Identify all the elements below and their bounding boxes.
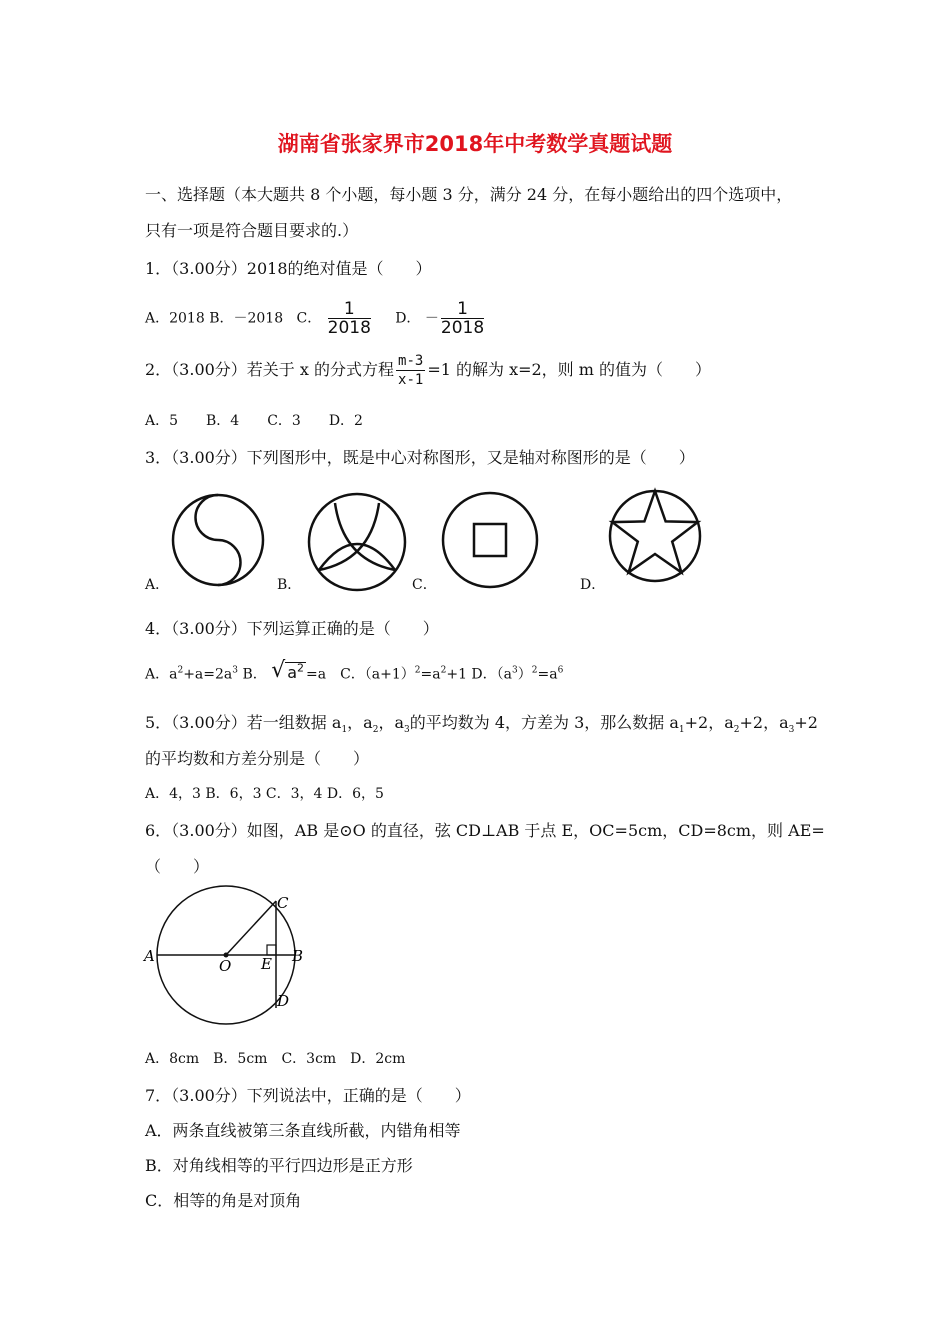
question-5-line2: 的平均数和方差分别是（ ） xyxy=(145,749,370,768)
question-3-stem: 3．（3.00分）下列图形中，既是中心对称图形，又是轴对称图形的是（ ） xyxy=(145,448,695,467)
text: 5．（3.00分）若一组数据 a xyxy=(145,713,342,732)
exponent: 2 xyxy=(414,665,421,676)
subscript: 2 xyxy=(372,725,379,736)
option-d-label: D． xyxy=(580,577,606,593)
text: B． xyxy=(238,666,267,683)
question-6-options: A．8cm B．5cm C．3cm D．2cm xyxy=(145,1051,406,1067)
exponent: 2 xyxy=(297,662,305,675)
question-2-stem xyxy=(145,352,711,389)
text: +2 xyxy=(794,713,818,732)
text: =a C．（a+1） xyxy=(306,666,415,683)
label-d: D xyxy=(277,992,290,1010)
option-a-label: A． xyxy=(145,577,170,593)
radical-sign: √ xyxy=(271,658,286,683)
subscript: 1 xyxy=(678,725,685,736)
question-7-option-b: B．对角线相等的平行四边形是正方形 xyxy=(145,1156,413,1175)
option-c-label: C． xyxy=(412,577,437,593)
label-a: A xyxy=(144,947,155,965)
subscript: 2 xyxy=(733,725,740,736)
stem-post: =1 的解为 x=2，则 m 的值为（ ） xyxy=(427,360,712,379)
right-angle-mark xyxy=(267,945,276,955)
option-b: B．－2018 xyxy=(209,310,284,327)
fraction-numerator: 1 xyxy=(441,300,484,319)
label-e: E xyxy=(261,955,272,973)
sqrt-expression xyxy=(271,658,306,683)
option-b-label: B． xyxy=(277,577,302,593)
label-c: C xyxy=(277,894,289,912)
text: +1 D．（a xyxy=(446,666,513,683)
section-intro-line2: 只有一项是符合题目要求的.） xyxy=(145,221,359,240)
text: +a=2a xyxy=(183,666,233,683)
question-1-stem: 1．（3.00分）2018的绝对值是（ ） xyxy=(145,259,432,278)
question-5-line1: 5．（3.00分）若一组数据 $a_1$，$a_2$，$a_3$的平均数为 4，方差为 3，那么数据 $a_1+2$，$a_2+2$，$a_3+2$ xyxy=(145,713,818,736)
text: ） xyxy=(517,666,532,683)
stem-pre: 2．（3.00分）若关于 x 的分式方程 xyxy=(145,360,395,379)
page-title: 湖南省张家界市2018年中考数学真题试题 xyxy=(277,132,673,156)
label-o: O xyxy=(219,957,232,975)
fraction-denominator: 2018 xyxy=(327,318,371,338)
fraction-denominator: x-1 xyxy=(398,372,424,388)
radius-oc xyxy=(226,901,276,955)
subscript: 3 xyxy=(788,725,795,736)
text: 的平均数为 4，方差为 3，那么数据 a xyxy=(409,713,679,732)
question-1-options xyxy=(145,300,486,337)
equation-fraction xyxy=(396,352,425,389)
figure-a-yinyang xyxy=(170,492,266,588)
option-d-sign: － xyxy=(424,310,439,327)
subscript: 1 xyxy=(341,725,348,736)
text: a xyxy=(287,663,298,683)
question-7-option-c: C．相等的角是对顶角 xyxy=(145,1191,302,1210)
exponent: 6 xyxy=(557,665,564,676)
radicand xyxy=(285,662,306,682)
exponent: 3 xyxy=(232,665,238,676)
question-7-stem: 7．（3.00分）下列说法中，正确的是（ ） xyxy=(145,1086,471,1105)
question-2-options: A．5 B．4 C．3 D．2 xyxy=(145,413,363,429)
section-intro-line1: 一、选择题（本大题共 8 个小题，每小题 3 分，满分 24 分，在每小题给出的四个选项中， xyxy=(145,185,793,204)
question-4-stem: 4．（3.00分）下列运算正确的是（ ） xyxy=(145,619,439,638)
fraction-numerator: 1 xyxy=(328,300,371,319)
figure-q6-circle xyxy=(140,885,315,1025)
question-5-options: A．4，3 B．6，3 C．3，4 D．6，5 xyxy=(145,786,384,802)
exponent: 2 xyxy=(531,665,538,676)
question-4-options xyxy=(145,658,564,683)
question-6-line2: （ ） xyxy=(145,857,210,876)
fraction-denominator: 2018 xyxy=(440,318,485,338)
text: A．a xyxy=(145,666,178,683)
question-6-line1: 6．（3.00分）如图，AB 是⊙O 的直径，弦 CD⊥AB 于点 E，OC=5cm，CD=8cm，则 AE= xyxy=(145,821,825,840)
question-7-option-a: A．两条直线被第三条直线所截，内错角相等 xyxy=(145,1121,461,1140)
fraction-numerator: m-3 xyxy=(398,353,424,369)
text: =a xyxy=(420,666,441,683)
option-c-label: C． xyxy=(296,310,322,327)
text: =a xyxy=(537,666,558,683)
figure-c-coin xyxy=(440,490,540,590)
figure-d-star xyxy=(607,488,703,584)
exponent: 2 xyxy=(177,665,184,676)
option-d-label: D． xyxy=(395,310,421,327)
option-d-fraction xyxy=(441,300,484,337)
exponent: 2 xyxy=(440,665,447,676)
option-a: A．2018 xyxy=(145,310,205,327)
label-b: B xyxy=(292,947,304,965)
option-c-fraction xyxy=(328,300,371,337)
exponent: 3 xyxy=(512,665,518,676)
figure-b-trefoil xyxy=(305,490,409,594)
subscript: 3 xyxy=(404,725,410,736)
